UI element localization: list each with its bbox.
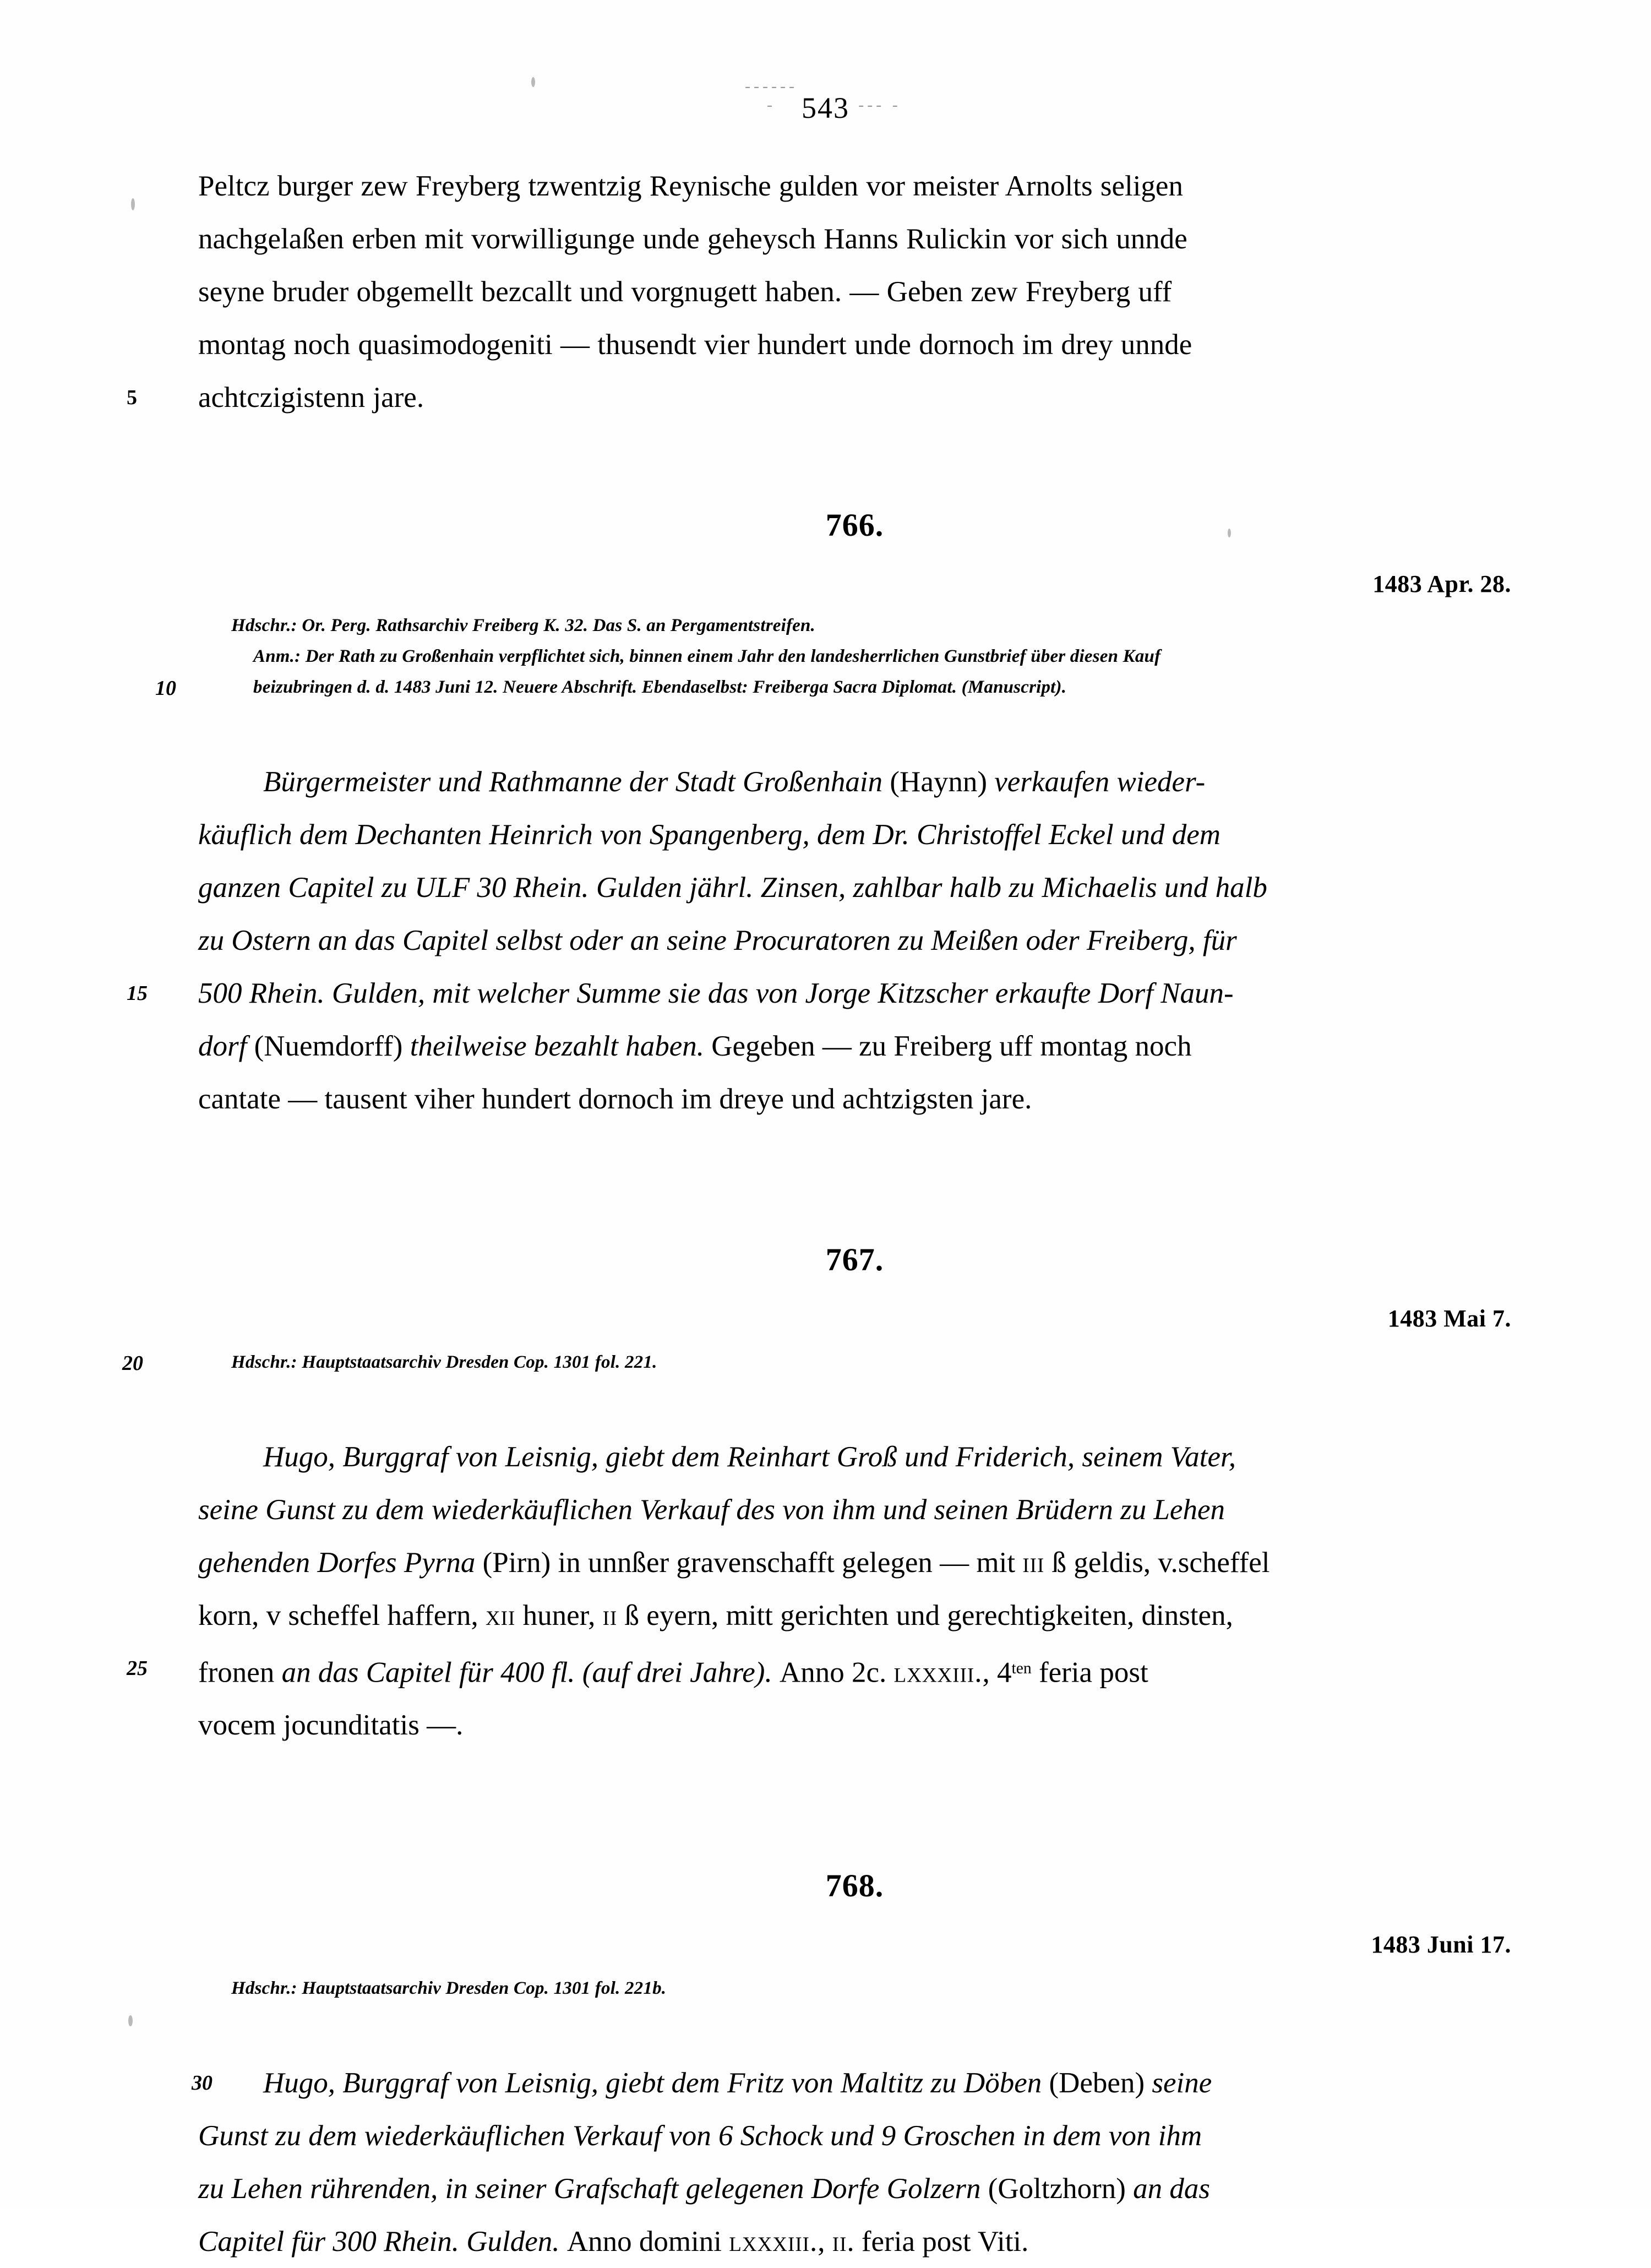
regest-text-run: (Pirn) in unnßer gravenschafft gelegen — mit (482, 1547, 1023, 1579)
regest-text-run: (Goltzhorn) (988, 2173, 1134, 2205)
regest-text-run: Gunst zu dem wiederkäuflichen Verkauf von 6 Schock und 9 Groschen in dem von ihm (198, 2120, 1202, 2152)
spacer (198, 1904, 1511, 1930)
archival-note (122, 1347, 1511, 1378)
line-number: 20 (122, 1352, 143, 1375)
spacer (198, 2004, 1511, 2057)
regest-text-run: seine Gunst zu dem wiederkäuflichen Verkauf des von ihm und seinen Brüdern zu Lehen (198, 1494, 1225, 1526)
archival-note-text: Hdschr.: Hauptstaatsarchiv Dresden Cop. 1301 fol. 221. (231, 1352, 657, 1372)
regest-text-run: feria post (1031, 1656, 1148, 1689)
section-date: 1483 Mai 7. (1387, 1305, 1511, 1332)
regest-line (198, 861, 1511, 914)
regest-line (198, 2162, 1511, 2215)
superscript-text: ten (1011, 1660, 1032, 1677)
regest-line (198, 1536, 1511, 1589)
regest-text-run: zu Ostern an das Capitel selbst oder an seine Procuratoren zu Meißen oder Freiberg, für (198, 924, 1237, 956)
regest-text-run: . feria post Viti. (847, 2226, 1029, 2258)
line-number: 30 (192, 2071, 212, 2095)
regest-768 (192, 2057, 1511, 2268)
regest-text-run: Hugo, Burggraf von Leisnig, giebt dem Fritz von Maltitz zu Döben (263, 2067, 1049, 2100)
archival-note-text: beizubringen d. d. 1483 Juni 12. Neuere Abschrift. Ebendaselbst: Freiberga Sacra Diplomat. (Manuscript). (253, 677, 1067, 697)
regest-line (198, 808, 1511, 861)
spacer (198, 1278, 1511, 1304)
regest-text-run: lxxxiii. (729, 2226, 818, 2258)
regest-text-run: gehenden Dorfes Pyrna (198, 1547, 483, 1579)
section-768 (192, 1867, 1511, 2268)
regest-text-run: Gegeben — zu Freiberg uff montag noch (711, 1030, 1192, 1062)
archival-note (155, 672, 1511, 703)
regest-text-run: seine (1152, 2067, 1212, 2100)
regest-text-run: ii (832, 2226, 847, 2258)
regest-line (198, 1483, 1511, 1536)
header-rule-right: --- - (858, 96, 901, 114)
regest-767 (127, 1431, 1511, 1752)
scan-speck (128, 2015, 133, 2026)
regest-line (198, 914, 1511, 967)
regest-text-run: , (818, 2226, 832, 2258)
section-date: 1483 Apr. 28. (1372, 570, 1511, 597)
regest-text-run: fronen (198, 1656, 282, 1689)
regest-text-run: an das Capitel für 400 fl. (auf drei Jahre). (281, 1656, 780, 1689)
regest-text-run: ß geldis, v.scheffel (1044, 1547, 1270, 1579)
intro-charter-line: montag noch quasimodogeniti — thusendt vier hundert unde dornoch im drey unnde (198, 329, 1192, 361)
header-rule-left: ------- (745, 77, 798, 114)
section-767 (122, 1241, 1511, 1752)
regest-line (198, 2109, 1511, 2162)
regest-text-run: lxxxiii. (893, 1656, 983, 1689)
regest-text-run: (Nuemdorff) (254, 1030, 410, 1062)
scan-speck (131, 198, 135, 210)
intro-charter-line: seyne bruder obgemellt bezcallt und vorgnugett haben. — Geben zew Freyberg uff (198, 276, 1172, 308)
regest-766 (127, 755, 1511, 1125)
regest-line (127, 1642, 1511, 1699)
section-date: 1483 Juni 17. (1371, 1931, 1511, 1959)
regest-text-run: huner, (515, 1600, 603, 1631)
regest-text-run: Anno domini (566, 2226, 729, 2258)
archival-note: Anm.: Der Rath zu Großenhain verpflichtet sich, binnen einem Jahr den landesherrlichen Gunstbrief über diesen Kauf (253, 646, 1161, 666)
section-number: 768. (825, 1868, 884, 1904)
spacer (198, 1125, 1511, 1241)
regest-text-run: zu Lehen rührenden, in seiner Grafschaft gelegenen Dorfe Golzern (198, 2173, 988, 2205)
regest-text-run: Hugo, Burggraf von Leisnig, giebt dem Reinhart Groß und Friderich, seinem Vater, (263, 1441, 1236, 1473)
spacer (198, 543, 1511, 570)
section-number: 767. (825, 1242, 884, 1277)
regest-line (198, 755, 1511, 808)
regest-text-run: vocem jocunditatis —. (198, 1709, 464, 1742)
regest-text-run: verkaufen wieder- (994, 766, 1206, 798)
section-number: 766. (825, 507, 884, 543)
spacer (198, 424, 1511, 507)
folio-number: 543 (802, 91, 849, 124)
regest-text-run: cantate — tausent viher hundert dornoch im dreye und achtzigsten jare. (198, 1083, 1032, 1115)
regest-text-run: iii (1022, 1547, 1045, 1579)
regest-text-run: Bürgermeister und Rathmanne der Stadt Großenhain (263, 766, 890, 798)
archival-note: Hdschr.: Hauptstaatsarchiv Dresden Cop. 1301 fol. 221b. (231, 1978, 667, 1999)
intro-charter-line: nachgelaßen erben mit vorwilligunge unde geheysch Hanns Rulickin vor sich unnde (198, 223, 1187, 255)
line-number: 5 (127, 386, 137, 409)
line-number: 25 (127, 1657, 148, 1680)
regest-line (198, 1699, 1511, 1752)
regest-text-run: ganzen Capitel zu ULF 30 Rhein. Gulden jährl. Zinsen, zahlbar halb zu Michaelis und halb (198, 872, 1267, 904)
spacer (198, 1378, 1511, 1431)
regest-line (198, 1020, 1511, 1073)
regest-line (127, 967, 1511, 1020)
text-body (122, 160, 1511, 2268)
regest-text-run: käuflich dem Dechanten Heinrich von Spangenberg, dem Dr. Christoffel Eckel und dem (198, 819, 1221, 851)
intro-charter-line: Peltcz burger zew Freyberg tzwentzig Reynische gulden vor meister Arnolts seligen (198, 170, 1183, 202)
regest-text-run: Capitel für 300 Rhein. Gulden. (198, 2226, 567, 2258)
scan-speck (531, 77, 535, 87)
line-number: 15 (127, 982, 148, 1005)
regest-text-run: 500 Rhein. Gulden, mit welcher Summe sie das von Jorge Kitzscher erkaufte Dorf Naun- (198, 977, 1234, 1009)
section-766 (127, 507, 1511, 1125)
regest-text-run: an das (1133, 2173, 1211, 2205)
intro-charter-line-text: achtczigistenn jare. (198, 382, 424, 414)
regest-text-run: ß eyern, mitt gerichten und gerechtigkeiten, dinsten, (617, 1600, 1233, 1631)
page-header (0, 77, 1651, 125)
regest-text-run: xii (485, 1600, 516, 1631)
regest-text-run: , 4 (982, 1656, 1012, 1689)
spacer (198, 1752, 1511, 1867)
regest-text-run: Anno 2c. (779, 1656, 894, 1689)
regest-line (192, 2057, 1511, 2109)
regest-text-run: theilweise bezahlt haben. (410, 1030, 712, 1062)
regest-line (198, 1073, 1511, 1125)
regest-text-run: dorf (198, 1030, 254, 1062)
intro-charter-line (127, 371, 1511, 424)
regest-text-run: ii (602, 1600, 618, 1631)
regest-text-run: (Deben) (1049, 2067, 1152, 2100)
regest-text-run: (Haynn) (890, 766, 995, 798)
regest-line (198, 1431, 1511, 1483)
regest-line (198, 1589, 1511, 1642)
regest-line (198, 2215, 1511, 2268)
line-number: 10 (155, 677, 176, 700)
regest-text-run: korn, v scheffel haffern, (198, 1600, 486, 1631)
intro-charter-block (127, 160, 1511, 424)
spacer (198, 703, 1511, 755)
archival-note: Hdschr.: Or. Perg. Rathsarchiv Freiberg K. 32. Das S. an Pergamentstreifen. (231, 616, 815, 635)
